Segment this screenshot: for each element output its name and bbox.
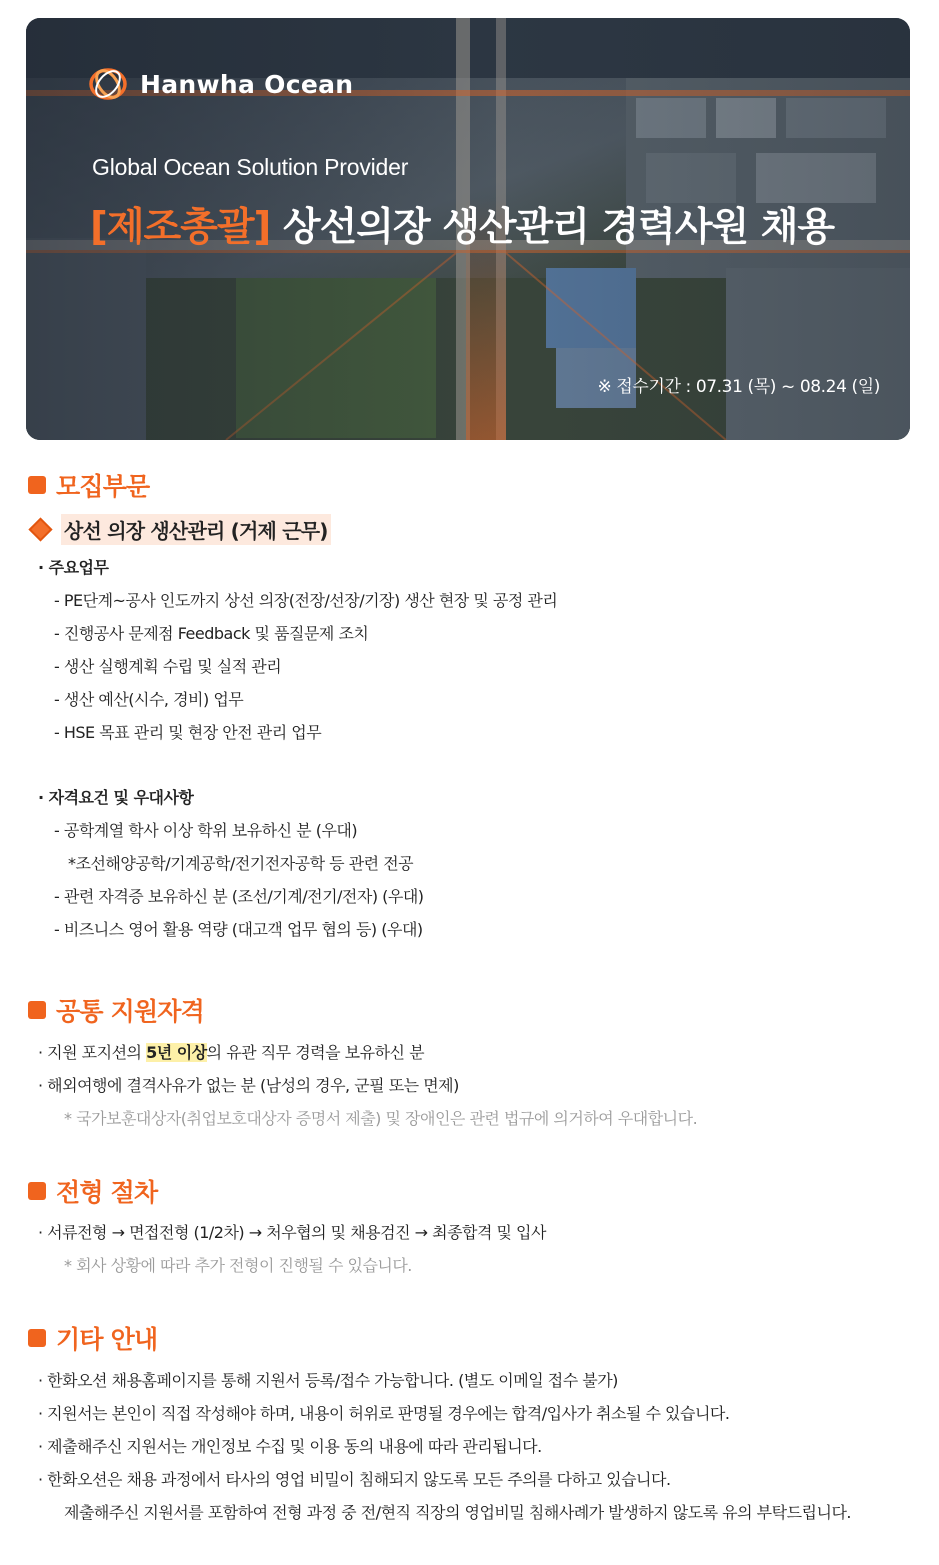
hero-title-main: 상선의장 생산관리 경력사원 채용 xyxy=(270,205,835,250)
highlight-years: 5년 이상 xyxy=(146,1043,207,1062)
section-title: 공통 지원자격 xyxy=(56,997,205,1026)
requirement-text: · 지원 포지션의 xyxy=(38,1043,147,1062)
common-note: * 국가보훈대상자(취업보호대상자 증명서 제출) 및 장애인은 관련 법규에 의거하여 우대합니다. xyxy=(64,1109,698,1128)
duty-item: - HSE 목표 관리 및 현장 안전 관리 업무 xyxy=(54,723,322,742)
duty-item: - 생산 실행계획 수립 및 실적 관리 xyxy=(54,657,282,676)
qualification-item: *조선해양공학/기계공학/전기전자공학 등 관련 전공 xyxy=(68,854,414,873)
requirement-text: 의 유관 직무 경력을 보유하신 분 xyxy=(206,1043,425,1062)
section-title: 기타 안내 xyxy=(56,1325,158,1354)
position-title: 상선 의장 생산관리 (거제 근무) xyxy=(61,514,331,545)
qualification-item: - 관련 자격증 보유하신 분 (조선/기계/전기/전자) (우대) xyxy=(54,887,424,906)
hero-title xyxy=(90,196,834,252)
section-square-icon xyxy=(28,476,46,494)
etc-item: · 지원서는 본인이 직접 작성해야 하며, 내용이 허위로 판명될 경우에는 합격/입사가 취소될 수 있습니다. xyxy=(38,1404,730,1423)
process-note: * 회사 상황에 따라 추가 전형이 진행될 수 있습니다. xyxy=(64,1256,412,1275)
hero-banner xyxy=(26,18,910,440)
application-period: ※ 접수기간 : 07.31 (목) ~ 08.24 (일) xyxy=(597,377,880,397)
section-square-icon xyxy=(28,1329,46,1347)
duties-title: · 주요업무 xyxy=(38,558,109,577)
diamond-icon xyxy=(28,517,52,541)
qualifications-title: · 자격요건 및 우대사항 xyxy=(38,788,194,807)
section-title: 전형 절차 xyxy=(56,1178,158,1207)
process-steps: · 서류전형 → 면접전형 (1/2차) → 처우협의 및 채용검진 → 최종합격 및 입사 xyxy=(38,1223,546,1242)
section-recruit-heading xyxy=(28,467,149,503)
duty-item: - 생산 예산(시수, 경비) 업무 xyxy=(54,690,244,709)
hero-title-tag: [제조총괄] xyxy=(90,205,271,250)
section-process-heading xyxy=(28,1173,157,1209)
hanwha-ocean-logo xyxy=(86,66,353,102)
hanwha-logo-icon xyxy=(86,66,130,102)
etc-item: · 한화오션 채용홈페이지를 통해 지원서 등록/접수 가능합니다. (별도 이메일 접수 불가) xyxy=(38,1371,618,1390)
etc-item: · 제출해주신 지원서는 개인정보 수집 및 이용 동의 내용에 따라 관리됩니다. xyxy=(38,1437,542,1456)
duty-item: - 진행공사 문제점 Feedback 및 품질문제 조치 xyxy=(54,624,369,643)
common-requirement-travel: · 해외여행에 결격사유가 없는 분 (남성의 경우, 군필 또는 면제) xyxy=(38,1076,459,1095)
section-title: 모집부문 xyxy=(56,472,150,501)
section-common-heading xyxy=(28,992,204,1028)
section-square-icon xyxy=(28,1182,46,1200)
etc-item: 제출해주신 지원서를 포함하여 전형 과정 중 전/현직 직장의 영업비밀 침해사례가 발생하지 않도록 유의 부탁드립니다. xyxy=(64,1503,851,1522)
hero-tagline: Global Ocean Solution Provider xyxy=(92,154,409,180)
duty-item: - PE단계~공사 인도까지 상선 의장(전장/선장/기장) 생산 현장 및 공정 관리 xyxy=(54,591,558,610)
common-requirement-experience xyxy=(38,1040,424,1063)
etc-item: · 한화오션은 채용 과정에서 타사의 영업 비밀이 침해되지 않도록 모든 주의를 다하고 있습니다. xyxy=(38,1470,671,1489)
section-square-icon xyxy=(28,1001,46,1019)
logo-text: Hanwha Ocean xyxy=(140,69,354,99)
qualification-item: - 공학계열 학사 이상 학위 보유하신 분 (우대) xyxy=(54,821,358,840)
qualification-item: - 비즈니스 영어 활용 역량 (대고객 업무 협의 등) (우대) xyxy=(54,920,423,939)
position-heading xyxy=(30,514,331,545)
section-etc-heading xyxy=(28,1320,157,1356)
